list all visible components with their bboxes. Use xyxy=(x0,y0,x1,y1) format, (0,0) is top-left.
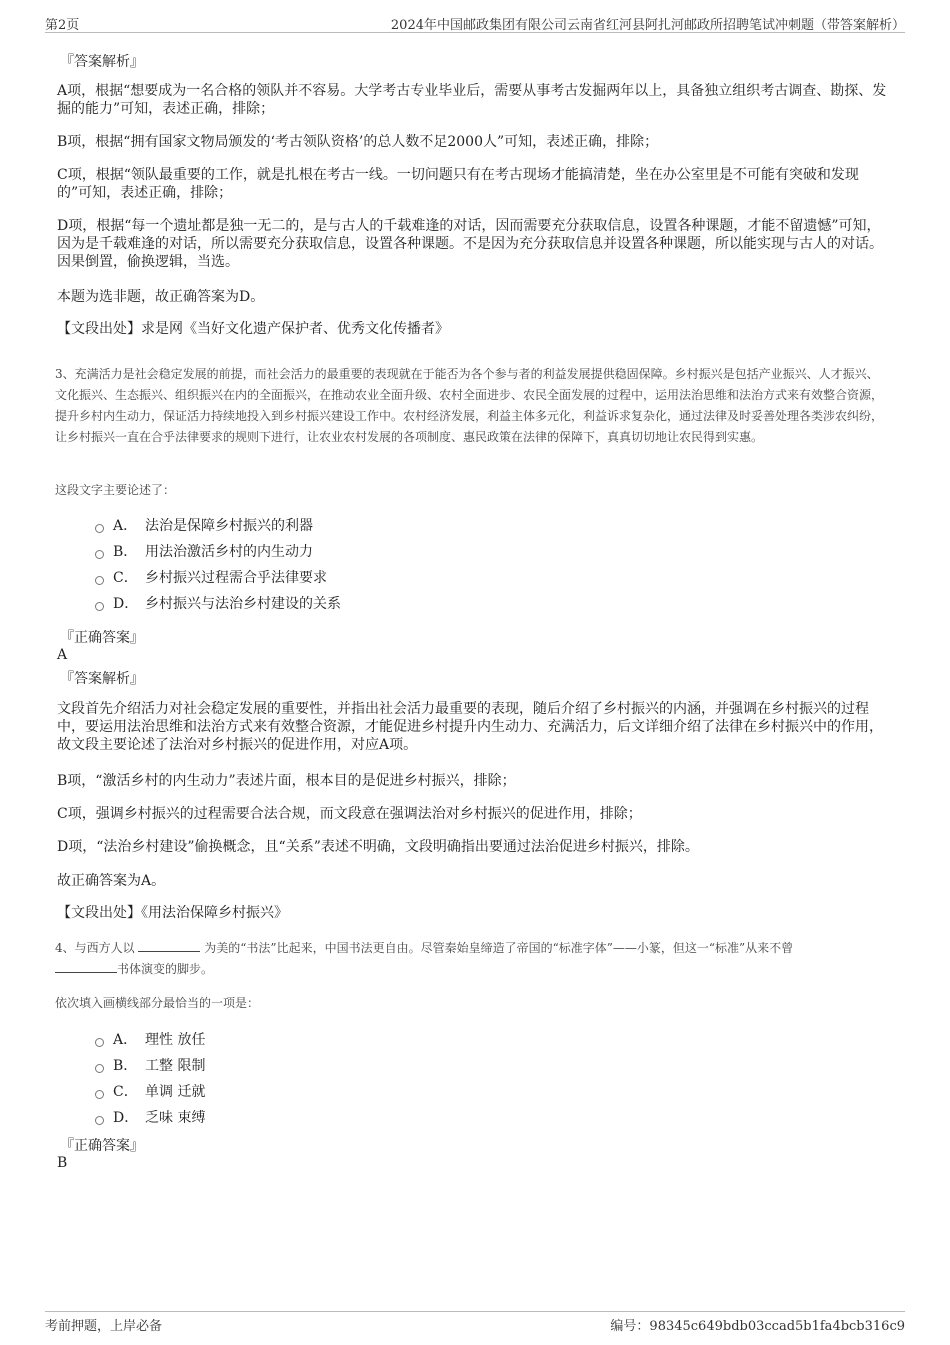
q3-source: 【文段出处】《用法治保障乡村振兴》 xyxy=(57,905,288,921)
footer-slogan: 考前押题，上岸必备 xyxy=(45,1319,163,1334)
page-header xyxy=(45,12,905,33)
radio-icon[interactable] xyxy=(95,1038,104,1047)
radio-icon[interactable] xyxy=(95,524,104,533)
q3-analysis-c: C项，强调乡村振兴的过程需要合法合规，而文段意在强调法治对乡村振兴的促进作用，排除； xyxy=(57,806,642,822)
q4-option-a[interactable]: A． 理性 放任 xyxy=(95,1029,205,1049)
document-title: 2024年中国邮政集团有限公司云南省红河县阿扎河邮政所招聘笔试冲刺题（带答案解析） xyxy=(390,18,905,33)
q2-analysis-heading: 『答案解析』 xyxy=(60,54,144,70)
page-footer xyxy=(45,1311,905,1336)
q4-stem-line-1: 4、与西方人以 为美的“书法”比起来，中国书法更自由。尽管秦始皇缔造了帝国的“标准字体”——小篆，但这一“标准”从来不曾 xyxy=(55,941,794,955)
q4-correct-answer: B xyxy=(57,1155,68,1171)
q4-option-c[interactable]: C． 单调 迁就 xyxy=(95,1081,205,1101)
q4-blank-2 xyxy=(55,960,117,973)
q2-conclusion: 本题为选非题，故正确答案为D。 xyxy=(57,289,265,305)
q2-analysis-d: D项，根据“每一个遗址都是独一无二的，是与古人的千载难逢的对话，因而需要充分获取信息，设置各种课题，才能不留遗憾”可知，因为是千载难逢的对话，所以需要充分获取信息，设置各种课题。不是因为充分获取信息并设置各种课题，所以能实现与古人的对话。因果倒置，偷换逻辑，当选。 xyxy=(57,218,883,270)
q3-analysis-d: D项，“法治乡村建设”偷换概念，且“关系”表述不明确，文段明确指出要通过法治促进乡村振兴，排除。 xyxy=(57,839,699,855)
radio-icon[interactable] xyxy=(95,1116,104,1125)
q3-correct-answer: A xyxy=(57,647,68,663)
q2-analysis-c: C项，根据“领队最重要的工作，就是扎根在考古一线。一切问题只有在考古现场才能搞清楚，坐在办公室里是不可能有突破和发现的”可知，表述正确，排除； xyxy=(57,167,859,201)
q4-option-b[interactable]: B． 工整 限制 xyxy=(95,1055,205,1075)
q4-correct-heading: 『正确答案』 xyxy=(60,1138,144,1154)
q4-blank-1 xyxy=(138,939,200,952)
document-id: 编号：98345c649bdb03ccad5b1fa4bcb316c9 xyxy=(610,1319,905,1334)
page-number: 第2页 xyxy=(45,18,80,33)
q4-option-d[interactable]: D． 乏味 束缚 xyxy=(95,1107,205,1127)
q3-option-c[interactable]: C． 乡村振兴过程需合乎法律要求 xyxy=(95,567,327,587)
q2-analysis-b: B项，根据“拥有国家文物局颁发的‘考古领队资格’的总人数不足2000人”可知，表述正确，排除； xyxy=(57,134,659,150)
radio-icon[interactable] xyxy=(95,602,104,611)
q3-conclusion: 故正确答案为A。 xyxy=(57,873,166,889)
radio-icon[interactable] xyxy=(95,550,104,559)
q2-analysis-a: A项，根据“想要成为一名合格的领队并不容易。大学考古专业毕业后，需要从事考古发掘两年以上，具备独立组织考古调查、勘探、发掘的能力”可知，表述正确，排除； xyxy=(57,83,887,117)
radio-icon[interactable] xyxy=(95,1090,104,1099)
q3-option-d[interactable]: D． 乡村振兴与法治乡村建设的关系 xyxy=(95,593,341,613)
q4-stem-line-2: 书体演变的脚步。 xyxy=(55,959,213,980)
q3-analysis-main: 文段首先介绍活力对社会稳定发展的重要性，并指出社会活力最重要的表现，随后介绍了乡村振兴的内涵，并强调在乡村振兴的过程中，要运用法治思维和法治方式来有效整合资源，才能促进乡村提升内生动力、充满活力，后文详细介绍了法律在乡村振兴中的作用，故文段主要论述了法治对乡村振兴的促进作用，对应A项。 xyxy=(57,701,883,753)
q3-analysis-heading: 『答案解析』 xyxy=(60,671,144,687)
q3-prompt: 这段文字主要论述了： xyxy=(55,483,176,497)
q3-option-a[interactable]: A． 法治是保障乡村振兴的利器 xyxy=(95,515,313,535)
radio-icon[interactable] xyxy=(95,1064,104,1073)
q3-analysis-b: B项，“激活乡村的内生动力”表述片面，根本目的是促进乡村振兴，排除； xyxy=(57,773,516,789)
q3-passage: 3、充满活力是社会稳定发展的前提，而社会活力的最重要的表现就在于能否为各个参与者的利益发展提供稳固保障。乡村振兴是包括产业振兴、人才振兴、文化振兴、生态振兴、组织振兴在内的全面振兴，在推动农业全面升级、农村全面进步、农民全面发展的过程中，运用法治思维和法治方式来有效整合资源，提升乡村内生动力，保证活力持续地投入到乡村振兴建设工作中。农村经济发展，利益主体多元化，利益诉求复杂化，通过法律及时妥善处理各类涉农纠纷，让乡村振兴一直在合乎法律要求的规则下进行，让农业农村发展的各项制度、惠民政策在法律的保障下，真真切切地让农民得到实惠。 xyxy=(55,367,884,444)
q3-option-b[interactable]: B． 用法治激活乡村的内生动力 xyxy=(95,541,313,561)
q2-source: 【文段出处】求是网《当好文化遗产保护者、优秀文化传播者》 xyxy=(57,321,449,337)
q4-prompt: 依次填入画横线部分最恰当的一项是： xyxy=(55,996,260,1010)
q3-correct-heading: 『正确答案』 xyxy=(60,630,144,646)
radio-icon[interactable] xyxy=(95,576,104,585)
